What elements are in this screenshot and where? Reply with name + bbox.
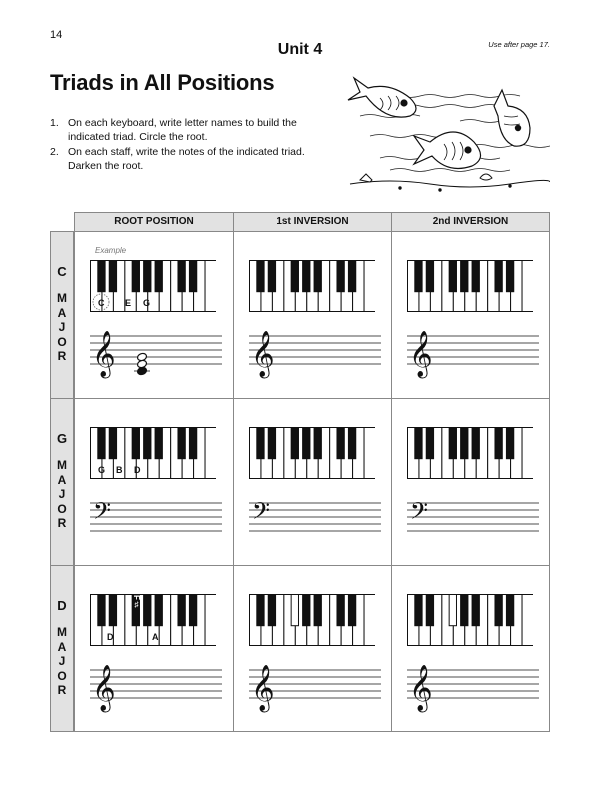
black-key — [461, 428, 468, 459]
black-key — [472, 595, 479, 626]
black-key — [314, 428, 321, 459]
bass-clef-icon: 𝄢 — [93, 497, 112, 530]
black-key — [506, 261, 513, 292]
treble-clef-icon: 𝄞 — [409, 665, 433, 711]
treble-clef-icon: 𝄞 — [251, 665, 275, 711]
keyboard[interactable] — [407, 427, 533, 479]
row-word — [51, 458, 73, 531]
black-key — [257, 595, 264, 626]
key-label: G — [143, 298, 151, 308]
cell-c-major-first — [233, 231, 392, 399]
black-key — [98, 428, 105, 459]
row-key-letter: G — [56, 431, 68, 446]
fish-illustration — [340, 66, 550, 196]
black-key — [109, 428, 116, 459]
treble-clef-icon: 𝄞 — [92, 665, 116, 711]
black-key — [337, 428, 344, 459]
black-key — [178, 261, 185, 292]
row-header-g-major — [50, 398, 74, 566]
key-label: A — [152, 632, 159, 642]
row-header-c-major — [50, 231, 74, 399]
row-word — [51, 291, 73, 364]
black-key — [415, 261, 422, 292]
black-key — [303, 261, 310, 292]
black-key — [268, 261, 275, 292]
black-key — [314, 595, 321, 626]
keyboard[interactable] — [249, 260, 375, 312]
black-key — [449, 428, 456, 459]
white-key — [205, 595, 216, 646]
black-key — [348, 595, 355, 626]
keyboard[interactable] — [249, 427, 375, 479]
staff[interactable] — [249, 658, 381, 714]
black-key — [337, 595, 344, 626]
column-header-second: 2nd INVERSION — [391, 212, 550, 232]
cell-d-major-second — [391, 565, 550, 732]
cell-c-major-root — [74, 231, 234, 399]
black-key — [449, 261, 456, 292]
cell-g-major-root — [74, 398, 234, 566]
black-key — [132, 261, 139, 292]
row-letter: O — [57, 334, 67, 349]
staff[interactable] — [249, 324, 381, 380]
black-key — [426, 428, 433, 459]
black-key — [132, 428, 139, 459]
staff[interactable] — [407, 324, 539, 380]
treble-clef-icon: 𝄞 — [92, 331, 116, 377]
row-letter: J — [58, 320, 66, 334]
instruction-text: On each keyboard, write letter names to build the indicated triad. Circle the root. — [68, 117, 297, 143]
row-letter: M — [57, 291, 67, 305]
black-key — [337, 261, 344, 292]
black-key — [415, 428, 422, 459]
example-label: Example — [95, 246, 127, 255]
white-key — [522, 595, 533, 646]
black-key — [189, 261, 196, 292]
row-letter: M — [57, 458, 67, 472]
keyboard[interactable] — [407, 594, 533, 646]
black-key — [178, 428, 185, 459]
row-letter: O — [57, 668, 67, 683]
black-key — [144, 261, 151, 292]
row-letter: A — [57, 472, 67, 487]
keyboard[interactable] — [407, 260, 533, 312]
triad-table — [50, 212, 550, 732]
white-key — [364, 261, 375, 312]
white-key — [364, 428, 375, 479]
black-key — [506, 428, 513, 459]
note-head — [137, 352, 148, 362]
key-label: G — [98, 465, 106, 475]
row-header-d-major — [50, 565, 74, 732]
use-after-note: Use after page 17. — [488, 40, 550, 49]
row-letter: R — [57, 516, 67, 530]
row-key-letter: D — [57, 598, 67, 613]
black-key — [189, 428, 196, 459]
black-key — [98, 595, 105, 626]
cell-c-major-second — [391, 231, 550, 399]
key-label: D — [134, 465, 141, 475]
black-key — [144, 428, 151, 459]
cell-g-major-first — [233, 398, 392, 566]
page-title: Triads in All Positions — [50, 70, 275, 95]
staff[interactable] — [90, 658, 222, 714]
cell-d-major-root — [74, 565, 234, 732]
row-letter: R — [57, 683, 67, 697]
black-key — [303, 595, 310, 626]
key-label: C — [98, 298, 105, 308]
cell-g-major-second — [391, 398, 550, 566]
staff[interactable] — [90, 324, 222, 380]
black-key — [109, 261, 116, 292]
black-key — [257, 428, 264, 459]
black-key-label: F♯ — [132, 595, 141, 609]
instruction-number: 1. — [50, 117, 59, 129]
row-letter: O — [57, 501, 67, 516]
root-circle — [91, 292, 111, 312]
white-key — [364, 595, 375, 646]
black-key — [472, 428, 479, 459]
cell-d-major-first — [233, 565, 392, 732]
black-key — [291, 261, 298, 292]
staff[interactable] — [407, 658, 539, 714]
page-number: 14 — [50, 29, 63, 41]
unit-title: Unit 4 — [277, 41, 323, 58]
black-key — [495, 595, 502, 626]
instruction-text: On each staff, write the notes of the indicated triad. Darken the root. — [68, 146, 305, 172]
column-header-first: 1st INVERSION — [233, 212, 392, 232]
black-key — [314, 261, 321, 292]
staff[interactable] — [90, 491, 222, 547]
row-letter: A — [57, 305, 67, 320]
black-key — [449, 595, 456, 626]
black-key — [291, 428, 298, 459]
black-key — [155, 595, 162, 626]
instruction-item — [50, 145, 310, 173]
black-key — [155, 428, 162, 459]
row-word — [51, 625, 73, 698]
black-key — [155, 261, 162, 292]
black-key — [268, 428, 275, 459]
black-key — [472, 261, 479, 292]
white-key — [522, 261, 533, 312]
treble-clef-icon: 𝄞 — [251, 331, 275, 377]
black-key — [495, 261, 502, 292]
row-letter: J — [58, 487, 66, 501]
column-header-root: ROOT POSITION — [74, 212, 234, 232]
black-key — [426, 595, 433, 626]
instruction-item — [50, 116, 310, 144]
black-key — [291, 595, 298, 626]
keyboard[interactable] — [249, 594, 375, 646]
black-key — [506, 595, 513, 626]
white-key — [205, 261, 216, 312]
key-label: E — [125, 298, 132, 308]
keyboard[interactable] — [90, 427, 216, 479]
row-letter: J — [58, 654, 66, 668]
black-key — [189, 595, 196, 626]
instruction-number: 2. — [50, 146, 59, 158]
black-key — [426, 261, 433, 292]
black-key — [257, 261, 264, 292]
row-letter: A — [57, 639, 67, 654]
row-letter: R — [57, 349, 67, 363]
key-label: D — [107, 632, 114, 642]
bass-clef-icon: 𝄢 — [252, 497, 271, 530]
white-key — [205, 428, 216, 479]
black-key — [461, 261, 468, 292]
black-key — [303, 428, 310, 459]
instructions-list — [50, 116, 310, 174]
staff[interactable] — [407, 491, 539, 547]
black-key — [144, 595, 151, 626]
black-key — [268, 595, 275, 626]
black-key — [178, 595, 185, 626]
row-letter: M — [57, 625, 67, 639]
white-key — [522, 428, 533, 479]
black-key — [98, 261, 105, 292]
staff[interactable] — [249, 491, 381, 547]
row-key-letter: C — [57, 264, 67, 279]
black-key — [495, 428, 502, 459]
bass-clef-icon: 𝄢 — [410, 497, 429, 530]
key-label: B — [116, 465, 123, 475]
black-key — [348, 428, 355, 459]
treble-clef-icon: 𝄞 — [409, 331, 433, 377]
black-key — [415, 595, 422, 626]
black-key — [109, 595, 116, 626]
black-key — [461, 595, 468, 626]
black-key — [348, 261, 355, 292]
